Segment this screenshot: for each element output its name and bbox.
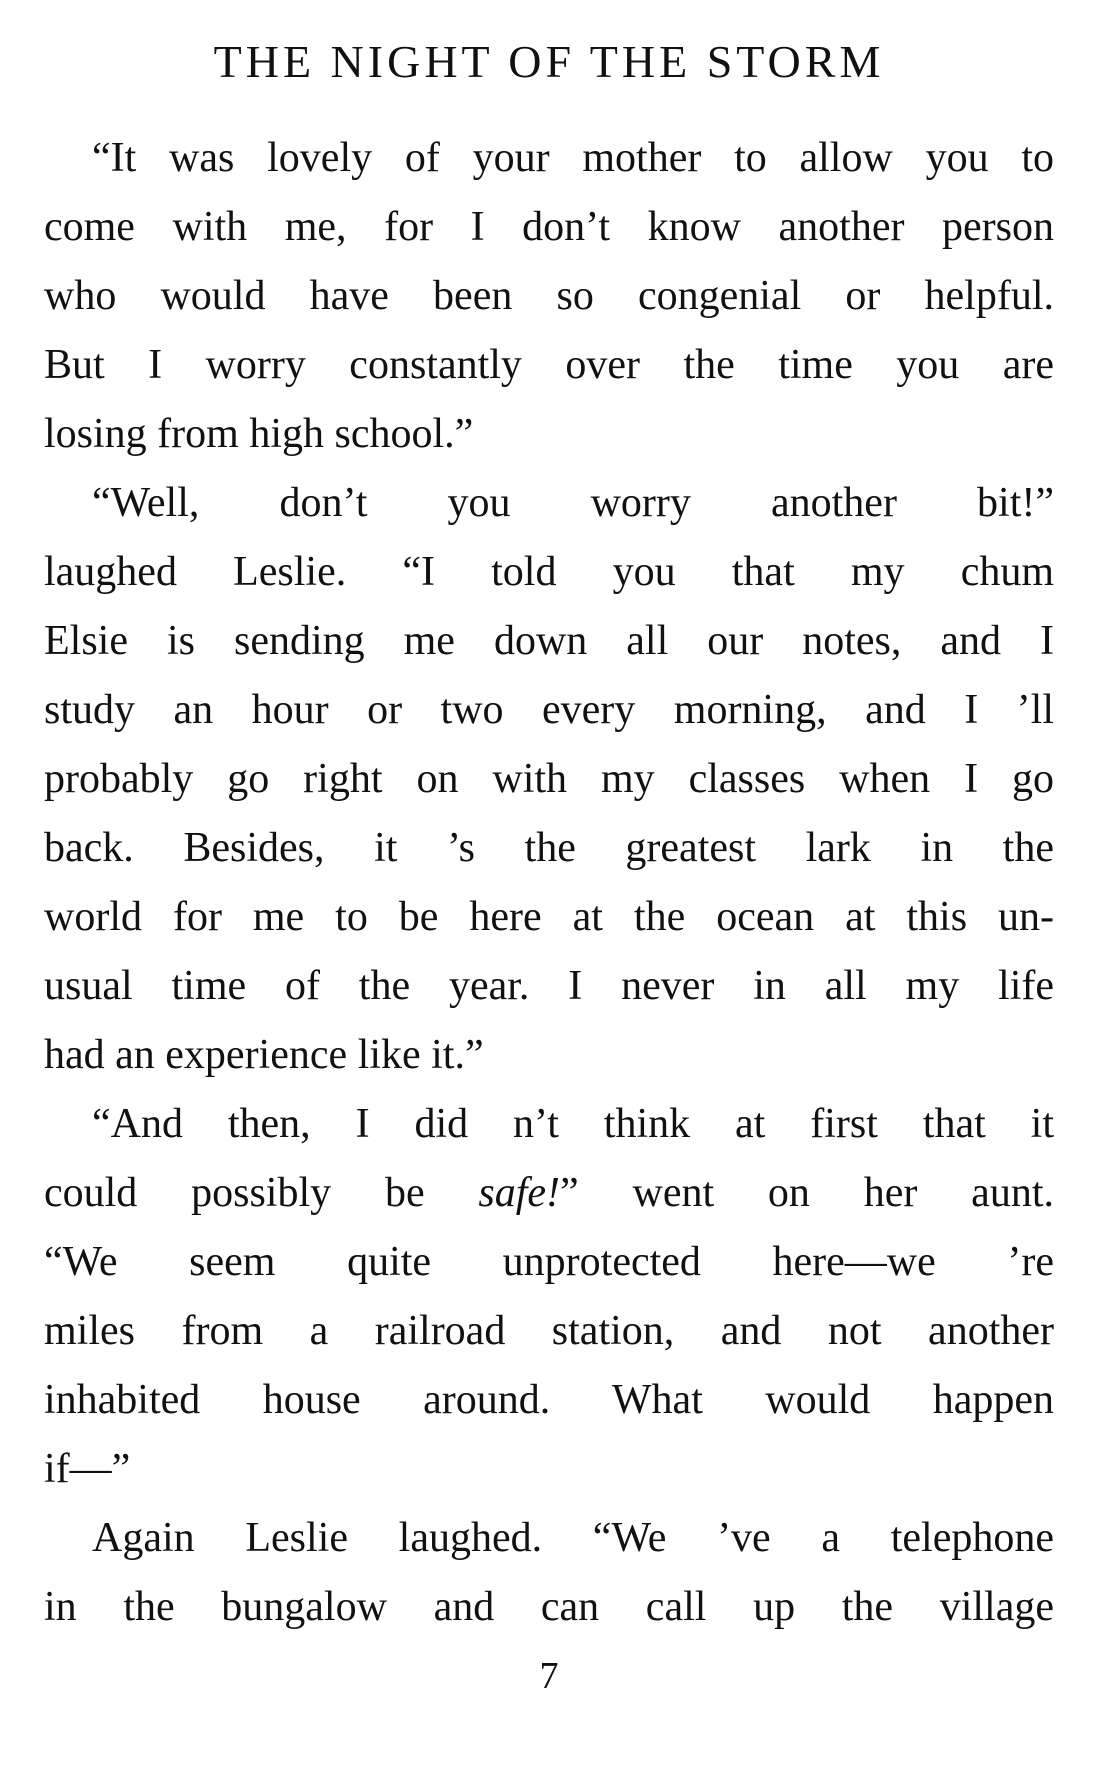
- text-line: inhabited house around. What would happen: [44, 1377, 1054, 1423]
- text-line: study an hour or two every morning, and I ’ll: [44, 687, 1054, 733]
- text-line: laughed Leslie. “I told you that my chum: [44, 549, 1054, 595]
- text-line: Elsie is sending me down all our notes, and I: [44, 618, 1054, 664]
- paragraph: [44, 1090, 1054, 1504]
- text-line: “We seem quite unprotected here—we ’re: [44, 1239, 1054, 1285]
- italic-word: safe!: [478, 1170, 561, 1216]
- text-segment: ” went on her aunt.: [560, 1170, 1054, 1216]
- text-line: had an experience like it.”: [44, 1032, 484, 1078]
- text-line: if—”: [44, 1446, 131, 1492]
- text-line: losing from high school.”: [44, 411, 474, 457]
- text-line: miles from a railroad station, and not another: [44, 1308, 1054, 1354]
- text-line: But I worry constantly over the time you are: [44, 342, 1054, 388]
- paragraph: [44, 1504, 1054, 1642]
- paragraph: [44, 124, 1054, 469]
- text-line: world for me to be here at the ocean at this un-: [44, 894, 1054, 940]
- text-line: who would have been so congenial or helpful.: [44, 273, 1054, 319]
- paragraph: [44, 469, 1054, 1090]
- text-line: “It was lovely of your mother to allow you to: [92, 135, 1054, 181]
- text-line: “And then, I did n’t think at first that it: [92, 1101, 1054, 1147]
- text-line: [44, 1159, 1054, 1228]
- text-line: Again Leslie laughed. “We ’ve a telephone: [92, 1515, 1054, 1561]
- text-line: back. Besides, it ’s the greatest lark in the: [44, 825, 1054, 871]
- page-number: 7: [539, 1655, 559, 1697]
- text-line: in the bungalow and can call up the village: [44, 1584, 1054, 1630]
- text-line: usual time of the year. I never in all my life: [44, 963, 1054, 1009]
- text-line: “Well, don’t you worry another bit!”: [92, 480, 1054, 526]
- text-segment: could possibly be: [44, 1170, 479, 1216]
- text-line: probably go right on with my classes when I go: [44, 756, 1054, 802]
- running-head: THE NIGHT OF THE STORM: [213, 36, 885, 87]
- body-text: [44, 124, 1054, 1642]
- text-line: come with me, for I don’t know another person: [44, 204, 1054, 250]
